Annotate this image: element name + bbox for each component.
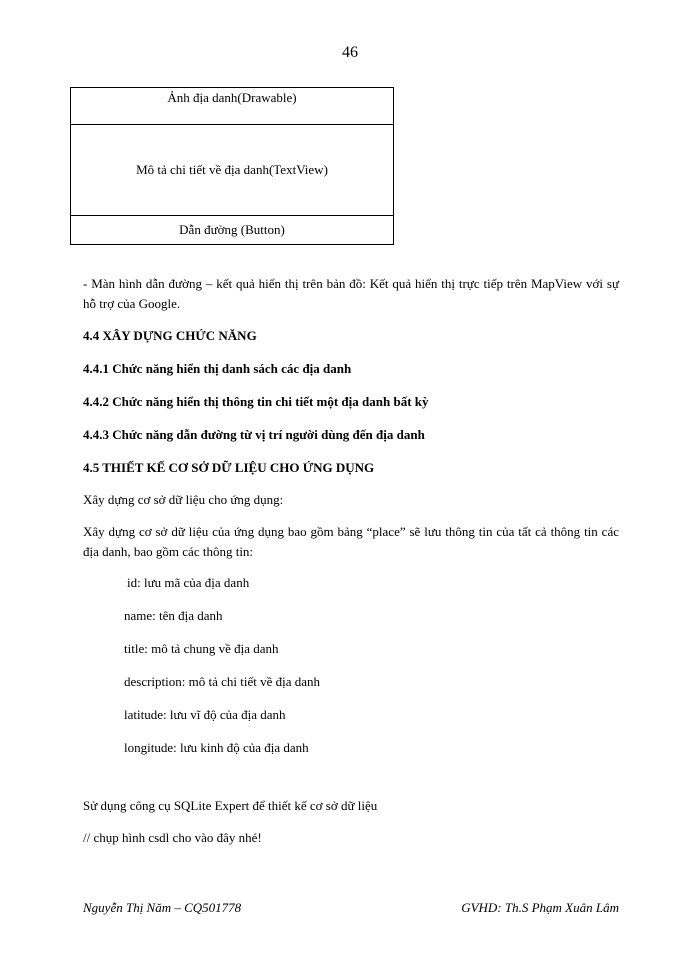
section-4-4-3-heading: 4.4.3 Chức năng dẫn đường từ vị trí người dùng đến địa danh: [83, 427, 425, 442]
page-number: 46: [342, 44, 358, 61]
screen-layout-diagram: [70, 87, 394, 245]
layout-button-row: Dẫn đường (Button): [179, 222, 285, 237]
field-item-latitude: latitude: lưu vĩ độ của địa danh: [124, 707, 286, 722]
db-description-paragraph: Xây dựng cơ sở dữ liệu của ứng dụng bao gồm bảng “place” sẽ lưu thông tin của tất cả thông tin các địa danh, bao gồm các thông tin:: [83, 524, 619, 559]
tool-paragraph: Sử dụng công cụ SQLite Expert để thiết kế cơ sở dữ liệu: [83, 798, 378, 813]
section-4-4-heading: 4.4 XÂY DỰNG CHỨC NĂNG: [83, 328, 257, 343]
field-item-description: description: mô tả chi tiết về địa danh: [124, 674, 321, 689]
db-intro-paragraph: Xây dựng cơ sở dữ liệu cho ứng dụng:: [83, 492, 284, 507]
field-item-title: title: mô tả chung về địa danh: [124, 641, 279, 656]
section-4-4-1-heading: 4.4.1 Chức năng hiển thị danh sách các địa danh: [83, 361, 352, 376]
footer-advisor: GVHD: Th.S Phạm Xuân Lâm: [461, 900, 619, 915]
layout-description-row: Mô tả chi tiết về địa danh(TextView): [71, 125, 393, 216]
field-item-name: name: tên địa danh: [124, 608, 223, 623]
intro-paragraph: - Màn hình dẫn đường – kết quả hiển thị trên bản đồ: Kết quả hiển thị trực tiếp trên MapView với sự hỗ trợ của Google.: [83, 276, 619, 311]
field-item-id: id: lưu mã của địa danh: [127, 575, 250, 590]
field-item-longitude: longitude: lưu kinh độ của địa danh: [124, 740, 309, 755]
section-4-5-heading: 4.5 THIẾT KẾ CƠ SỞ DỮ LIỆU CHO ỨNG DỤNG: [83, 460, 375, 475]
footer-author: Nguyễn Thị Năm – CQ501778: [83, 900, 242, 915]
page-footer: [83, 900, 619, 916]
note-paragraph: // chụp hình csdl cho vào đây nhé!: [83, 830, 262, 845]
field-list: [124, 573, 619, 758]
layout-image-row: Ảnh địa danh(Drawable): [71, 88, 393, 125]
section-4-4-2-heading: 4.4.2 Chức năng hiển thị thông tin chi tiết một địa danh bất kỳ: [83, 394, 429, 409]
page-body: [83, 274, 619, 848]
